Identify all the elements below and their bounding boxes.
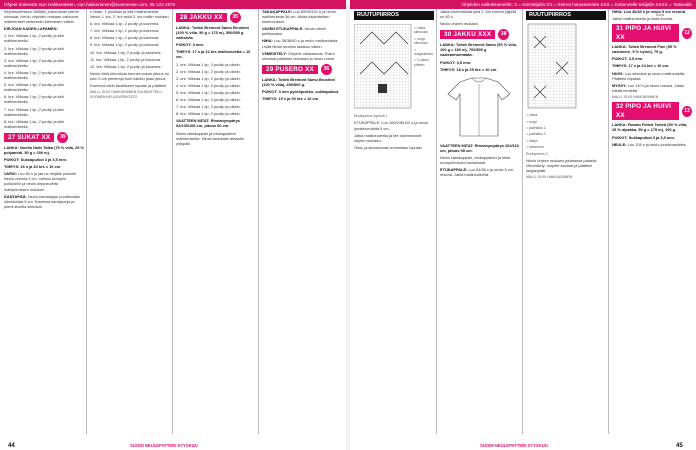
section-number-badge: 13 (682, 106, 692, 117)
needles-info: PUIKOT: Sukkapuikot 3 ja 3,5 mm. (4, 157, 67, 163)
diagram-title: RUUTUPIIRROS (526, 11, 606, 20)
section-heading-31 (612, 24, 692, 42)
section-title: 27 SUKAT (8, 133, 40, 141)
section-title: 28 JAKKU (180, 14, 213, 21)
pattern-text: Jatka mallineuleella ja tee kavennukset ohjeen mukaan. (354, 132, 422, 143)
finishing-label: VIIMEISTELY: (262, 50, 287, 56)
section-number-badge: 12 (682, 28, 692, 39)
row-line: 6. krs: Vilkkaa 1 kp, 2 puolip ja oikein. (176, 97, 241, 103)
section-level: XX (41, 133, 51, 141)
front-label: VASEN ETUKAPPALE: (262, 26, 304, 32)
section-heading-27 (4, 132, 84, 143)
pattern-text: Jatka mallineuleella ja lisää sivuilta. (612, 16, 674, 22)
pattern-text: Olka- ja sivusaumat ommellaan lopuksi. (354, 144, 423, 150)
front-text: Neulo oikein peilikuvaksi. (262, 26, 327, 37)
scarf-text: Luo silmukat ja neulo mallineuletta. Päättele löysästi. (612, 70, 686, 81)
legend-item: = nurja silmukka (414, 36, 428, 46)
pattern-text: Jatka kavennuksia joka 2. krs kunnes jäljellä on 60 s. (440, 9, 517, 20)
legend-item: = langankierto (414, 47, 434, 57)
pattern-text: Neulo ohjeen mukaan jokaisesta palasta. Viimeistely: ompele saumat ja päättele langanpäät. (526, 157, 597, 174)
left-page (0, 9, 346, 442)
section-number-badge: 35 (230, 12, 241, 23)
legend-item: = palmikko 2 (526, 132, 546, 137)
sleeve-label: HIHA: (262, 38, 273, 44)
right-col-1 (354, 9, 434, 434)
chart-legend (414, 26, 434, 69)
chart-grid-area (354, 22, 434, 114)
section-number-badge: 36 (321, 64, 332, 75)
knitting-chart-grid (354, 24, 412, 110)
needles-info: PUIKOT: 3 mm pyöröpuikko, sukkapuikot. (262, 89, 340, 95)
gauge-info: TIHEYS: 17 s ja 24 krs = 10 cm. (612, 63, 670, 69)
leg-text: Luo 60 s ja jaa ne neljälle puikolle. Neulo resoria 3 cm. Vaihda isompiin puikkoihin ja neulo kirjoneuletta mallipiirroksen mukaan. (4, 171, 78, 192)
back-label: TAKAKAPPALE: (262, 9, 293, 14)
heel-text: Neulo kantalappu puolikkaalla silmukoista 5 cm. Kavenna kantapohja ja poimi sivuilta silmukat. (4, 193, 80, 209)
legend-item: = palmikko 1 (526, 125, 546, 130)
row-line: 4. krs: Vilkkaa 1 kp, 2 puolip ja sitä mallineuleella. (4, 69, 64, 81)
page-header-right: Ohjeiden selitoksumerkit: X = Kiertotijeliä XX = Kierrot harastamette XXX = Kokeneelle tekijälle XXXX = Taitavalle (349, 0, 696, 9)
row-line: 2. krs: Vilkkaa 1 kp, 2 puolip ja oikein. (176, 68, 241, 74)
row-line: 4. krs: Vilkkaa 1 kp, 2 puolip ja oikein. (176, 82, 241, 88)
design-credit: MALLI: SUVI HAKKARAINEN (612, 94, 659, 99)
section-title: 30 JAKKU (444, 31, 477, 39)
yarn-info: LANKA: Toltek Bremont Samu Brushed (100 % villa, 50 g = 175 m), 500/550 g valkoista. (176, 25, 249, 41)
right-page (350, 9, 696, 442)
row-line: 3. krs: Vilkkaa 1 kp, 2 puolip ja sitä mallineuleella. (4, 57, 64, 68)
left-col-1 (4, 9, 84, 434)
cable-chart-grid (526, 22, 604, 112)
row-line: 1. krs: Vilkkaa 1 kp, 2 puolip ja sitä mallineuleella. (4, 33, 64, 44)
heel-label: KANTAPÄÄ: (4, 193, 27, 199)
column-divider (258, 9, 259, 434)
row-line: 7. krs: Vilkkaa 1 kp, 2 puolip ja kavenna. (90, 28, 160, 34)
row-line: 10. krs: Vilkkaa 1 kp, 2 puolip ja kavenna. (90, 49, 162, 55)
right-col-3 (526, 9, 606, 434)
knit-label: NEULE: (612, 141, 627, 147)
back-text: Luo 89/95/101 s ja neulo mallineuletta 36 cm. Aloita kädenteiden kavennukset. (262, 9, 336, 25)
column-divider (608, 9, 609, 434)
section-level: XX (616, 34, 625, 42)
legend-item: = lisäys (526, 138, 538, 143)
needles-info: PUIKOT: 3,5 mm. (612, 56, 644, 62)
scarf-label: HUIVI: (612, 70, 624, 76)
column-divider (86, 9, 87, 434)
row-line: 12. krs: Vilkkaa 1 kp, 2 puolip ja kavenna. (90, 63, 162, 69)
pattern-text: s ilman, 1 puolikas ja sitä mallineuleella. Neulo 1. krs, 2. krs sekä 3. krs mallin mukaan. (90, 9, 170, 20)
garment-measurements: VAATTEEN MITAT: Rinnanympärys 92/100/108 cm, pituus 60 cm. (176, 118, 240, 129)
needles-info: PUIKOT: Sukkapuikot 3 ja 3,5 mm. (612, 134, 675, 140)
legend-item: = kavennus (526, 145, 544, 150)
section-title: 32 PIPO JA HUIVI (616, 103, 672, 111)
left-col-4 (262, 9, 342, 434)
yarn-info: LANKA: Toltek Bremont Fine (95 % cashmere, 5 % nylon), 75 g. (612, 44, 677, 55)
row-line: 5. krs: Vilkkaa 1 kp, 2 puolip ja oikein. (176, 89, 241, 95)
row-line: 7. krs: Vilkkaa 1 kp, 2 puolip ja oikein. (176, 104, 241, 110)
legend-item: = nurja (526, 119, 537, 124)
diagram-caption: Ruutupiirros 2 (526, 151, 548, 156)
section-title: 31 PIPO JA HUIVI (616, 25, 672, 33)
garment-schematic (440, 76, 518, 140)
gauge-info: TIHEYS: 15 s ja 30 krs = 10 cm. (262, 96, 320, 102)
gauge-info: TIHEYS: 18 s ja 25 krs = 10 cm. (440, 66, 498, 72)
section-heading-29 (262, 64, 342, 75)
column-divider (172, 9, 173, 434)
pattern-text: Neulo vielä kierroksia kunnes sukan pituus on noin 5 cm pienempi kuin haluttu jalan pituus. (90, 70, 169, 81)
section-heading-30 (440, 29, 520, 40)
knit-text: Luo 104 s ja neulo joustinneuletta. (627, 141, 687, 147)
sleeve-text: Luo 38/38/40 s ja neulo mallineuletta. Lisää hihan sivuihin tasaisin välein. (262, 38, 339, 49)
intro-label: KIRJOAN KADEN LAPAMEN: (4, 26, 58, 32)
row-line: 5. krs: Vilkkaa 1 kp, 2 puolip ja sitä mallineuleella. (4, 82, 64, 93)
pattern-text: Neulo ohjeen mukaan. (440, 21, 479, 27)
yarn-info: LANKA: Toltek Bremont Samu Brushed (100 % villa), 450/500 g. (262, 76, 335, 87)
section-number-badge: 39 (57, 132, 68, 143)
yarn-info: LANKA: Novita Nalle Taika (75 % villa, 25 % polyamidi, 50 g = 200 m). (4, 144, 84, 155)
front-text: Luo 54/58 s ja neulo 5 cm resoria. Jatka mallineuleella. (440, 167, 514, 178)
needles-info: PUIKOT: 3,5 mm. (440, 59, 472, 65)
hat-text: Luo 110 s ja neulo resoria. Jatka sileää neuletta. (612, 82, 684, 93)
legend-item: = 2 oikein yhteen (414, 58, 430, 67)
section-heading-32 (612, 102, 692, 120)
row-line: 3. krs: Vilkkaa 1 kp, 2 puolip ja oikein. (176, 75, 241, 81)
section-level: XXX (478, 31, 492, 39)
garment-measurements: VAATTEEN MITAT: Rinnanympärys 102/110 cm, pituus 58 cm. (440, 142, 519, 153)
right-col-2 (440, 9, 520, 434)
row-line: 8. krs: Vilkkaa 1 kp, 2 puolip ja kavenna. (90, 35, 160, 41)
section-level: XX (305, 65, 314, 73)
diagram-caption: Ruutupiirros pyöreä 1 (354, 114, 388, 118)
pattern-text: ETUKAPPALE: Luo 100/106/112 s ja neulo joustinneuletta 5 cm. (354, 120, 429, 131)
row-line: 1. krs: Vilkkaa 1 kp, 2 puolip ja oikein. (176, 61, 241, 67)
row-line: 8. krs: Vilkkaa 1 kp, 2 puolip ja sitä mallineuleella. (4, 118, 64, 129)
yarn-info: LANKA: Toltek Bremont Samu (50 % villa, 100 g = 180 m), 700/800 g vaaleanharmaata. (440, 42, 517, 58)
row-line: 6. krs: Vilkkaa 1 kp, 2 puolip ja kavenna. (90, 21, 160, 27)
row-line: 8. krs: Vilkkaa 1 kp, 2 puolip ja oikein. (176, 111, 241, 117)
left-col-3 (176, 9, 256, 434)
yarn-info: LANKA: Rowan Felted Tweed (50 % villa, 25 % alpakka, 50 g = 175 m), 100 g. (612, 122, 688, 133)
section-level: XX (214, 14, 223, 21)
needles-info: PUIKOT: 3 mm. (176, 42, 204, 48)
row-line: 7. krs: Vilkkaa 1 kp, 2 puolip ja sitä mallineuleella. (4, 106, 64, 117)
right-page-footer: SUOMI NEULEPATTERI SYYSKUU (480, 443, 548, 448)
section-number-badge: 38 (498, 29, 509, 40)
row-line: 6. krs: Vilkkaa 1 kp, 2 puolip ja sitä mallineuleella. (4, 94, 64, 105)
legend-item: = oikea silmukka (414, 26, 428, 35)
right-page-number: 45 (676, 443, 683, 449)
left-col-2 (90, 9, 170, 434)
left-page-footer: SUOMI NEULEPATTERI SYYSKUU (130, 443, 198, 448)
chart-legend (526, 113, 606, 149)
row-line: 2. krs: Vilkkaa 1 kp, 2 puolip ja sitä mallineuleella. (4, 45, 64, 56)
pattern-text: Kavenna kärki tavalliseen tapaan ja päättele. (90, 83, 168, 89)
row-line: 9. krs: Vilkkaa 1 kp, 2 puolip ja kavenna. (90, 42, 160, 48)
leg-label: VARSI: (4, 171, 17, 177)
intro-text: Kirjoneuleeseen välilläsi, joista toiset pienet silmukat. Neulo ohjeiden mukaan vaihtuvat mallineuleet seitsemän kierroksen välein. (4, 9, 79, 25)
hat-label: MYSSY: (612, 82, 627, 88)
design-credit: MALLI: SUVI HAKKARAINEN (526, 175, 573, 180)
diagram-title: RUUTUPIIRROS (354, 11, 434, 20)
design-credit: MALLI: SUVI HAKKARAINEN SUUNNITTELU SUOMEN NEULEVERKOSTO (90, 90, 162, 99)
pattern-text: Neulo takakappale ja etukappaleet mallineuleella. Hihat neulotaan alhaalta ylöspäin. (176, 130, 244, 146)
column-divider (522, 9, 523, 434)
section-heading-28 (176, 12, 256, 23)
section-level: XX (616, 112, 625, 120)
section-title: 29 PUSERO (266, 65, 304, 73)
gauge-info: TIHEYS: 17 s ja 22 krs mallineuletta = 10 cm. (176, 49, 251, 60)
finishing-text: Ompele olkasaumat. Poimi silmukat pääntien reunasta ja neulo resori. (262, 50, 336, 61)
legend-item: = oikea (526, 113, 538, 118)
row-line: 11. krs: Vilkkaa 1 kp, 2 puolip ja kavenna. (90, 56, 162, 62)
left-page-number: 44 (8, 443, 15, 449)
front-label: ETUKAPPALE: (440, 167, 468, 173)
right-col-4 (612, 9, 692, 434)
pattern-text: Neulo takakappale, etukappaleet ja hihat ruutupiirroksen mukaisesti. (440, 155, 511, 166)
column-divider (436, 9, 437, 434)
sleeve-text: HIHA: Luo 30/30 s ja neulo 5 cm resoria. (612, 9, 686, 14)
gauge-info: TIHEYS: 26 s ja 34 krs = 10 cm. (4, 164, 62, 170)
page-header-left: Ohjeet kokeesta Suri Hakkaraisten, suri.hakkarainen@suomenae.com, 05 123 1976 (0, 0, 347, 9)
photo-label: Kuva (656, 13, 664, 17)
